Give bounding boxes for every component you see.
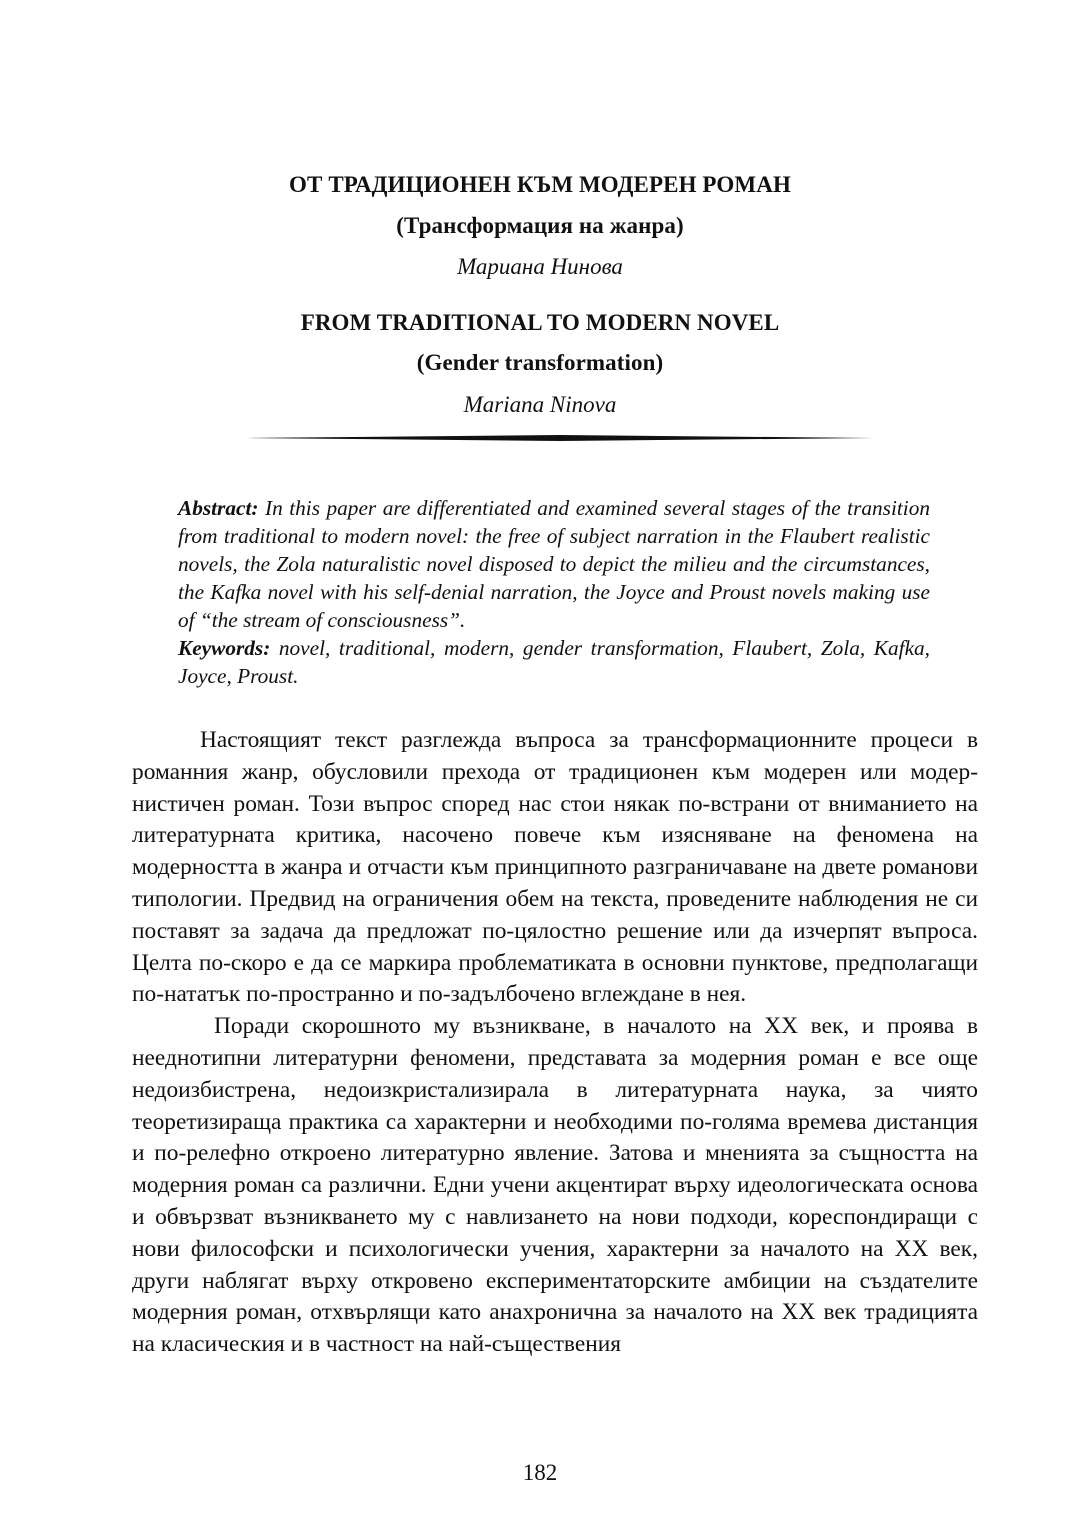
title-en: FROM TRADITIONAL TO MODERN NOVEL [300, 310, 780, 335]
author-bg: Мариана Нинова [457, 254, 623, 279]
abstract-text: In this paper are differentiated and examined several stages of the transition from traditional to modern novel: the free of subject narration in the Flaubert realistic novels, the Zola naturalistic novel disposed to depict the milieu and the circumstances, the Kafka novel with his self-denial narration, the Joyce and Proust novels making use of “the stream of consciousness”. [178, 496, 930, 632]
abstract-label: Abstract: [178, 496, 259, 520]
body-text [132, 725, 978, 1361]
author-en: Mariana Ninova [463, 392, 617, 417]
subtitle-en: (Gender transformation) [416, 350, 664, 375]
page-number: 182 [522, 1460, 558, 1485]
abstract-paragraph [178, 494, 930, 634]
keywords-label: Keywords: [178, 636, 271, 660]
body-paragraph-1: Настоящият текст разглежда въпроса за трансформационните процеси в романния жанр, обусловили прехода от традиционен към модерен или модернистичен роман. Този въпрос според нас стои някак по-встрани от вниманието на литературната критика, насочено повече към изясняване на феномена на модерността в жанра и отчасти към принципното разграничаване на двете романови типологии. Предвид на ограничения обем на текста, проведените наблюдения не си поставят за задача да предложат по-цялостно решение или да изчерпят въпроса. Целта по-скоро е да се маркира проблематиката в основни пунктове, предполагащи по-нататък по-пространно и по-задълбочено вглеждане в нея. [132, 727, 978, 1008]
title-bg: ОТ ТРАДИЦИОНЕН КЪМ МОДЕРЕН РОМАН [289, 172, 791, 197]
keywords-text: novel, traditional, modern, gender transformation, Flaubert, Zola, Kafka, Joyce, Proust. [178, 636, 930, 688]
abstract-block [178, 494, 930, 690]
title-divider [246, 435, 874, 441]
subtitle-bg: (Трансформация на жанра) [396, 213, 684, 238]
body-paragraph-2: Поради скорошното му възникване, в началото на XX век, и проява в нееднотипни литературни феномени, представата за модерния роман е все още недоизбистрена, недоизкристализирала в литературната наука, за чиято теоретизираща практика са характерни и необходими по-голяма времева дистанция и по-релефно откроено литературно явление. Затова и мненията за същността на модерния роман са различни. Едни учени акцентират върху идеологическата основа и обвързват възникването му с навлизането на нови подходи, кореспондиращи с нови философски и психологически учения, характерни за началото на XX век, други наблягат върху откровено експериментаторските амбиции на създателите модерния роман, отхвърлящи като анахронична за началото на XX век традицията на класическия и в частност на най-съществения [132, 1013, 978, 1358]
keywords-paragraph [178, 634, 930, 690]
